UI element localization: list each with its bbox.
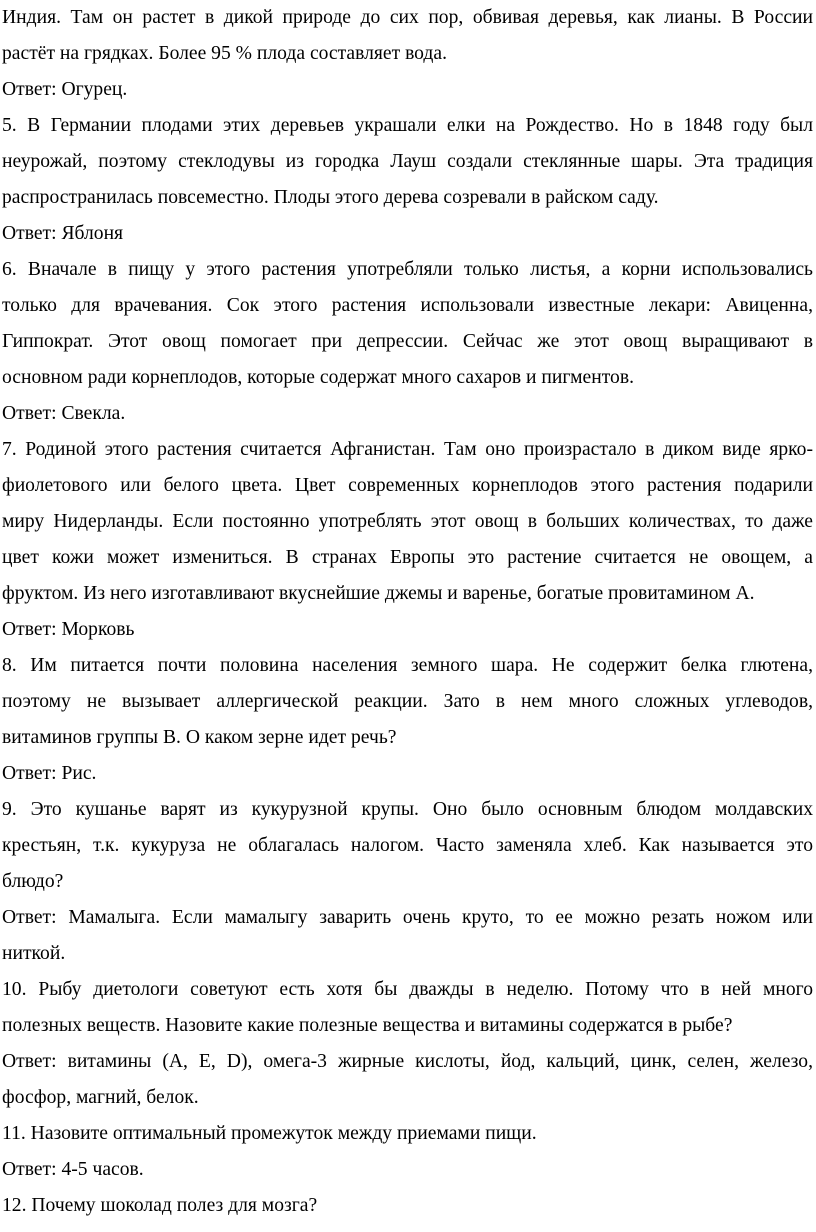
text-line: основном ради корнеплодов, которые содержат много сахаров и пигментов.	[2, 367, 634, 388]
text-line: Гиппократ. Этот овощ помогает при депрессии. Сейчас же этот овощ выращивают в	[2, 331, 813, 352]
text-line: витаминов группы В. О каком зерне идет речь?	[2, 727, 397, 748]
text-line: распространилась повсеместно. Плоды этого дерева созревали в райском саду.	[2, 187, 659, 208]
text-line: фиолетового или белого цвета. Цвет современных корнеплодов этого растения подарили	[2, 475, 813, 496]
question-line: 11. Назовите оптимальный промежуток между приемами пищи.	[2, 1123, 537, 1144]
answer-line: Ответ: Свекла.	[2, 403, 126, 424]
text-line: цвет кожи может измениться. В странах Европы это растение считается не овощем, а	[2, 547, 813, 568]
answer-line: Ответ: Огурец.	[2, 79, 128, 100]
text-line: неурожай, поэтому стеклодувы из городка Лауш создали стеклянные шары. Эта традиция	[2, 151, 813, 172]
answer-line: Ответ: 4-5 часов.	[2, 1159, 144, 1180]
text-line: поэтому не вызывает аллергической реакции. Зато в нем много сложных углеводов,	[2, 691, 813, 712]
text-line: только для врачевания. Сок этого растения использовали известные лекари: Авиценна,	[2, 295, 813, 316]
text-line: полезных веществ. Назовите какие полезные вещества и витамины содержатся в рыбе?	[2, 1015, 733, 1036]
text-line: фруктом. Из него изготавливают вкуснейшие джемы и варенье, богатые провитамином А.	[2, 583, 755, 604]
question-line: 8. Им питается почти половина населения земного шара. Не содержит белка глютена,	[2, 655, 813, 676]
text-line: Индия. Там он растет в дикой природе до сих пор, обвивая деревья, как лианы. В России	[2, 7, 813, 28]
text-line: ниткой.	[2, 943, 66, 964]
text-line: фосфор, магний, белок.	[2, 1087, 199, 1108]
text-line: крестьян, т.к. кукуруза не облагалась налогом. Часто заменяла хлеб. Как называется это	[2, 835, 813, 856]
answer-line: Ответ: Морковь	[2, 619, 135, 640]
question-line: 10. Рыбу диетологи советуют есть хотя бы дважды в неделю. Потому что в ней много	[2, 979, 813, 1000]
question-line: 12. Почему шоколад полез для мозга?	[2, 1195, 318, 1216]
question-line: 7. Родиной этого растения считается Афганистан. Там оно произрастало в диком виде ярко-	[2, 439, 813, 460]
text-line: миру Нидерланды. Если постоянно употреблять этот овощ в больших количествах, то даже	[2, 511, 813, 532]
text-line: растёт на грядках. Более 95 % плода составляет вода.	[2, 43, 447, 64]
answer-line: Ответ: Мамалыга. Если мамалыгу заварить очень круто, то ее можно резать ножом или	[2, 907, 813, 928]
answer-line: Ответ: витамины (А, Е, D), омега-3 жирные кислоты, йод, кальций, цинк, селен, железо,	[2, 1051, 813, 1072]
answer-line: Ответ: Рис.	[2, 763, 97, 784]
question-line: 5. В Германии плодами этих деревьев украшали елки на Рождество. Но в 1848 году был	[2, 115, 813, 136]
answer-line: Ответ: Яблоня	[2, 223, 124, 244]
question-line: 6. Вначале в пищу у этого растения употребляли только листья, а корни использовались	[2, 259, 813, 280]
question-line: 9. Это кушанье варят из кукурузной крупы. Оно было основным блюдом молдавских	[2, 799, 813, 820]
text-line: блюдо?	[2, 871, 64, 892]
